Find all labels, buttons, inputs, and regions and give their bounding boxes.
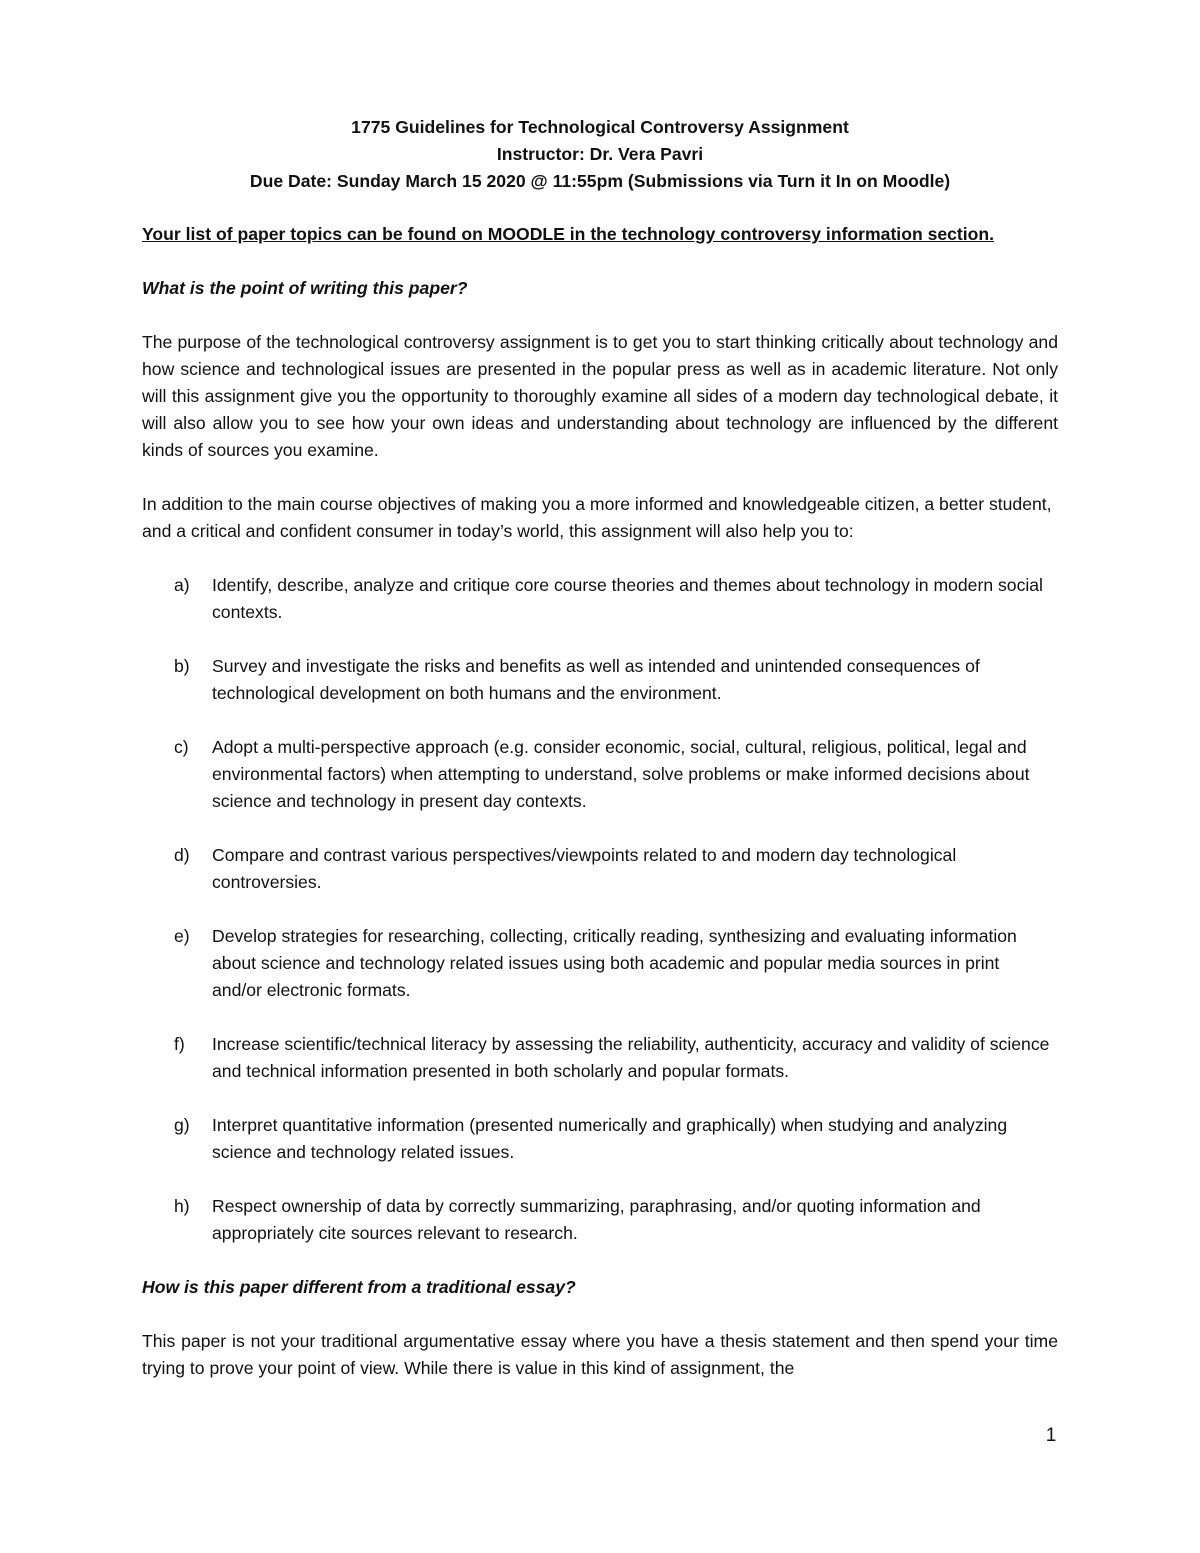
objective-text: Increase scientific/technical literacy by assessing the reliability, authenticity, accuracy and validity of science and technical information presented in both scholarly and popular formats.	[212, 1034, 1050, 1081]
objective-item	[142, 1112, 1052, 1166]
objective-item	[142, 572, 1052, 626]
purpose-paragraph: The purpose of the technological controversy assignment is to get you to start thinking critically about technology and how science and technological issues are presented in the popular press as well as in academic literature. Not only will this assignment give you the opportunity to thoroughly examine all sides of a modern day technological debate, it will also allow you to see how your own ideas and understanding about technology are influenced by the different kinds of sources you examine.	[142, 332, 1058, 460]
objective-letter: a)	[174, 575, 190, 595]
difference-paragraph: This paper is not your traditional argumentative essay where you have a thesis statement and then spend your time trying to prove your point of view. While there is value in this kind of assignment, the	[142, 1331, 1058, 1378]
objective-text: Develop strategies for researching, collecting, critically reading, synthesizing and evaluating information about science and technology related issues using both academic and popular media sources in print and/or electronic formats.	[212, 926, 1017, 1000]
document-header	[142, 114, 1058, 195]
objective-text: Survey and investigate the risks and benefits as well as intended and unintended consequences of technological development on both humans and the environment.	[212, 656, 980, 703]
objective-text: Adopt a multi-perspective approach (e.g. consider economic, social, cultural, religious, political, legal and environmental factors) when attempting to understand, solve problems or make informed decisions about science and technology in present day contexts.	[212, 737, 1030, 811]
objective-letter: h)	[174, 1196, 190, 1216]
instructor-line: Instructor: Dr. Vera Pavri	[496, 144, 704, 164]
objective-letter: g)	[174, 1115, 190, 1135]
objective-item	[142, 1031, 1052, 1085]
objective-text: Compare and contrast various perspectives/viewpoints related to and modern day technological controversies.	[212, 845, 957, 892]
page-content	[142, 114, 1058, 1382]
objective-item	[142, 653, 1052, 707]
objective-item	[142, 734, 1052, 815]
objective-text: Identify, describe, analyze and critique core course theories and themes about technology in modern social contexts.	[212, 575, 1043, 622]
objective-letter: b)	[174, 656, 190, 676]
document-title: 1775 Guidelines for Technological Controversy Assignment	[351, 117, 849, 137]
due-date-line: Due Date: Sunday March 15 2020 @ 11:55pm (Submissions via Turn it In on Moodle)	[249, 171, 951, 191]
objectives-intro-paragraph: In addition to the main course objectives of making you a more informed and knowledgeable citizen, a better student, and a critical and confident consumer in today’s world, this assignment will also help you to:	[142, 494, 1052, 541]
objective-text: Interpret quantitative information (presented numerically and graphically) when studying and analyzing science and technology related issues.	[212, 1115, 1008, 1162]
page-number: 1	[1045, 1425, 1057, 1446]
objective-letter: f)	[174, 1034, 185, 1054]
objective-item	[142, 842, 1052, 896]
objective-letter: e)	[174, 926, 190, 946]
objective-item	[142, 1193, 1052, 1247]
section-heading-purpose: What is the point of writing this paper?	[142, 278, 468, 298]
objective-item	[142, 923, 1052, 1004]
objectives-list	[142, 572, 1058, 1247]
moodle-note: Your list of paper topics can be found on MOODLE in the technology controversy information section.	[142, 224, 995, 244]
objective-letter: c)	[174, 737, 189, 757]
section-heading-difference: How is this paper different from a traditional essay?	[142, 1277, 576, 1297]
objective-text: Respect ownership of data by correctly summarizing, paraphrasing, and/or quoting information and appropriately cite sources relevant to research.	[212, 1196, 981, 1243]
objective-letter: d)	[174, 845, 190, 865]
